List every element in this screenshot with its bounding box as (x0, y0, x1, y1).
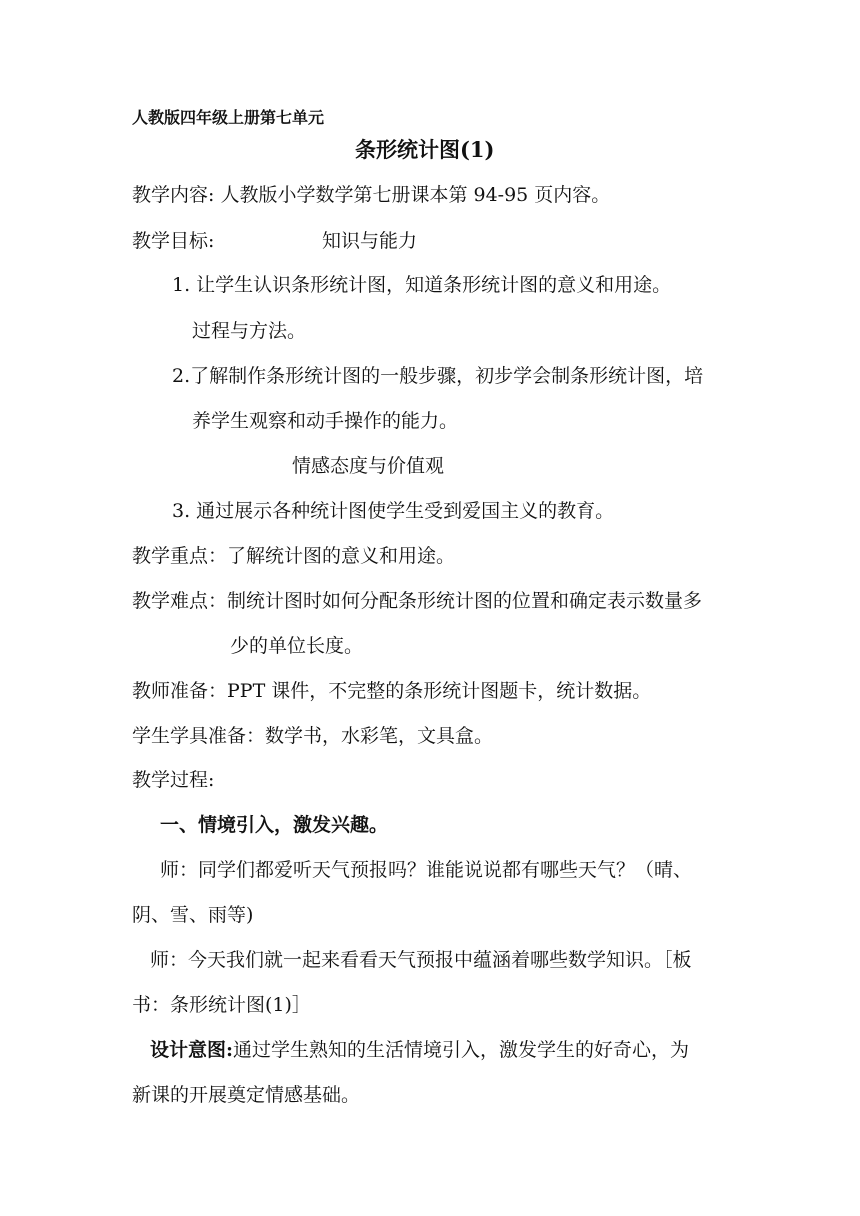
goal-2-line-1: 2.了解制作条形统计图的一般步骤，初步学会制条形统计图，培 (172, 365, 704, 387)
goal-emotion-heading: 情感态度与价值观 (292, 455, 445, 477)
teaching-content-text: 人教版小学数学第七册课本第 94-95 页内容。 (220, 184, 611, 206)
goal-1: 1. 让学生认识条形统计图，知道条形统计图的意义和用途。 (172, 274, 672, 296)
document-header: 人教版四年级上册第七单元 (132, 108, 325, 127)
dialog-2-line-1: 师：今天我们就一起来看看天气预报中蕴涵着哪些数学知识。［板 (150, 949, 692, 971)
dialog-1-line-2: 阴、雪、雨等) (132, 904, 254, 926)
dialog-2-line-2: 书：条形统计图(1)］ (132, 994, 311, 1016)
goal-process-heading: 过程与方法。 (192, 320, 307, 342)
goal-3: 3. 通过展示各种统计图使学生受到爱国主义的教育。 (172, 500, 615, 522)
goal-2-line-2: 养学生观察和动手操作的能力。 (192, 410, 459, 432)
design-intent-line-2: 新课的开展奠定情感基础。 (132, 1084, 361, 1106)
teaching-process-label: 教学过程: (132, 769, 215, 791)
teaching-content (132, 182, 610, 208)
section-1-heading: 一、情境引入，激发兴趣。 (160, 814, 389, 836)
dialog-1-line-1: 师：同学们都爱听天气预报吗？谁能说说都有哪些天气？（晴、 (160, 859, 693, 881)
goal-knowledge-heading: 知识与能力 (322, 230, 418, 252)
difficulty-line-1: 教学难点：制统计图时如何分配条形统计图的位置和确定表示数量多 (132, 590, 703, 612)
teaching-content-label: 教学内容: (132, 184, 215, 206)
design-intent-text: 通过学生熟知的生活情境引入，激发学生的好奇心，为 (233, 1039, 690, 1061)
design-intent-line-1 (150, 1037, 689, 1063)
design-intent-label: 设计意图: (150, 1039, 234, 1061)
key-point: 教学重点：了解统计图的意义和用途。 (132, 545, 456, 567)
student-preparation: 学生学具准备：数学书，水彩笔，文具盒。 (132, 725, 494, 747)
teaching-goals-label: 教学目标: (132, 230, 215, 252)
document-title: 条形统计图(1) (355, 137, 495, 162)
difficulty-line-2: 少的单位长度。 (230, 635, 364, 657)
teacher-preparation: 教师准备：PPT 课件，不完整的条形统计图题卡，统计数据。 (132, 680, 652, 702)
